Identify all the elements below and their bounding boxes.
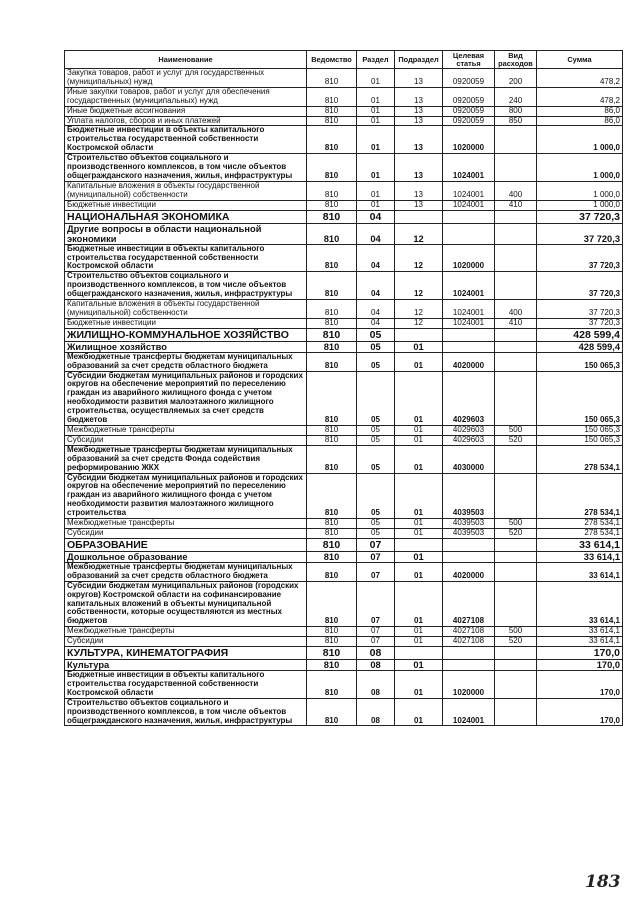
row-subsection: 13	[395, 154, 443, 182]
row-section: 07	[357, 562, 395, 581]
row-sum: 428 599,4	[537, 341, 623, 352]
row-sum: 33 614,1	[537, 637, 623, 647]
row-dept: 810	[307, 551, 357, 562]
row-subsection: 01	[395, 698, 443, 726]
row-sum: 37 720,3	[537, 272, 623, 300]
row-section: 01	[357, 126, 395, 154]
header-dept: Ведомство	[307, 51, 357, 69]
row-article: 0920059	[443, 116, 495, 126]
row-article: 0920059	[443, 87, 495, 106]
row-name: Субсидии бюджетам муниципальных районов и городских округов на обеспечение мероприятий по переселению граждан из аварийного жилищного фонда с учетом необходимости развития малоэтажного жилищного строительства	[65, 473, 307, 519]
table-row	[65, 581, 623, 627]
table-row	[65, 551, 623, 562]
row-exptype: 520	[495, 435, 537, 445]
row-exptype	[495, 154, 537, 182]
table-row	[65, 106, 623, 116]
row-section: 07	[357, 627, 395, 637]
row-article: 4027108	[443, 637, 495, 647]
row-subsection: 01	[395, 671, 443, 699]
row-exptype	[495, 445, 537, 473]
row-subsection: 13	[395, 181, 443, 200]
row-sum: 170,0	[537, 660, 623, 671]
table-row	[65, 519, 623, 529]
table-row	[65, 328, 623, 341]
row-section: 04	[357, 300, 395, 319]
row-article: 1020000	[443, 126, 495, 154]
table-row	[65, 371, 623, 425]
table-row	[65, 116, 623, 126]
row-dept: 810	[307, 519, 357, 529]
row-section: 08	[357, 660, 395, 671]
row-subsection: 01	[395, 371, 443, 425]
table-row	[65, 223, 623, 244]
row-name: Субсидии	[65, 637, 307, 647]
row-subsection	[395, 210, 443, 223]
row-subsection: 13	[395, 200, 443, 210]
row-sum: 278 534,1	[537, 528, 623, 538]
row-sum: 86,0	[537, 106, 623, 116]
row-section: 08	[357, 671, 395, 699]
row-exptype	[495, 352, 537, 371]
row-section: 01	[357, 200, 395, 210]
row-subsection: 12	[395, 223, 443, 244]
row-article: 4039503	[443, 519, 495, 529]
table-row	[65, 627, 623, 637]
row-name: Жилищное хозяйство	[65, 341, 307, 352]
row-name: Строительство объектов социального и производственного комплексов, в том числе объектов общегражданского назначения, жилья, инфраструктуры	[65, 272, 307, 300]
row-dept: 810	[307, 637, 357, 647]
row-article: 4039503	[443, 528, 495, 538]
table-row	[65, 200, 623, 210]
row-section: 01	[357, 116, 395, 126]
row-sum: 37 720,3	[537, 244, 623, 272]
row-dept: 810	[307, 538, 357, 551]
row-exptype	[495, 538, 537, 551]
row-section: 04	[357, 210, 395, 223]
row-article: 4029603	[443, 435, 495, 445]
row-dept: 810	[307, 528, 357, 538]
table-row	[65, 244, 623, 272]
row-exptype: 240	[495, 87, 537, 106]
row-article	[443, 328, 495, 341]
row-subsection: 12	[395, 318, 443, 328]
row-section: 05	[357, 473, 395, 519]
row-name: Межбюджетные трансферты	[65, 426, 307, 436]
row-dept: 810	[307, 328, 357, 341]
row-exptype	[495, 223, 537, 244]
row-exptype	[495, 272, 537, 300]
row-subsection: 01	[395, 341, 443, 352]
row-article: 4029603	[443, 426, 495, 436]
row-article: 4027108	[443, 627, 495, 637]
page-number: 183	[585, 872, 621, 892]
row-article	[443, 647, 495, 660]
table-row	[65, 272, 623, 300]
row-name: Бюджетные инвестиции в объекты капитального строительства государственной собственности Костромской области	[65, 126, 307, 154]
row-exptype: 400	[495, 181, 537, 200]
row-dept: 810	[307, 352, 357, 371]
row-dept: 810	[307, 300, 357, 319]
row-section: 04	[357, 272, 395, 300]
row-subsection: 01	[395, 581, 443, 627]
row-section: 01	[357, 69, 395, 88]
row-sum: 428 599,4	[537, 328, 623, 341]
row-section: 01	[357, 181, 395, 200]
row-sum: 1 000,0	[537, 200, 623, 210]
row-article: 0920059	[443, 69, 495, 88]
row-section: 07	[357, 551, 395, 562]
row-subsection: 01	[395, 519, 443, 529]
row-dept: 810	[307, 341, 357, 352]
row-section: 07	[357, 538, 395, 551]
row-sum: 150 065,3	[537, 352, 623, 371]
row-exptype	[495, 671, 537, 699]
table-row	[65, 647, 623, 660]
row-sum: 1 000,0	[537, 126, 623, 154]
row-section: 01	[357, 106, 395, 116]
row-exptype	[495, 210, 537, 223]
row-dept: 810	[307, 210, 357, 223]
row-section: 05	[357, 328, 395, 341]
row-section: 05	[357, 352, 395, 371]
row-name: Капитальные вложения в объекты государственной (муниципальной) собственности	[65, 181, 307, 200]
row-dept: 810	[307, 244, 357, 272]
row-article: 1020000	[443, 244, 495, 272]
row-article	[443, 210, 495, 223]
table-row	[65, 318, 623, 328]
row-subsection: 01	[395, 426, 443, 436]
table-row	[65, 300, 623, 319]
row-subsection: 13	[395, 116, 443, 126]
row-article	[443, 341, 495, 352]
table-row	[65, 210, 623, 223]
row-dept: 810	[307, 435, 357, 445]
table-row	[65, 435, 623, 445]
row-article: 1024001	[443, 200, 495, 210]
row-dept: 810	[307, 318, 357, 328]
row-name: Субсидии бюджетам муниципальных районов и городских округов на обеспечение мероприятий по переселению граждан из аварийного жилищного фонда с учетом необходимости развития малоэтажного жилищного строительства, осуществляемых за счет средств бюджетов	[65, 371, 307, 425]
row-subsection: 01	[395, 473, 443, 519]
row-name: Дошкольное образование	[65, 551, 307, 562]
row-article	[443, 551, 495, 562]
row-sum: 86,0	[537, 116, 623, 126]
row-section: 07	[357, 581, 395, 627]
row-subsection: 01	[395, 445, 443, 473]
table-row	[65, 562, 623, 581]
row-name: КУЛЬТУРА, КИНЕМАТОГРАФИЯ	[65, 647, 307, 660]
table-row	[65, 671, 623, 699]
row-article: 1020000	[443, 671, 495, 699]
row-exptype: 500	[495, 627, 537, 637]
row-name: ОБРАЗОВАНИЕ	[65, 538, 307, 551]
row-article: 1024001	[443, 698, 495, 726]
table-row	[65, 352, 623, 371]
row-section: 05	[357, 426, 395, 436]
row-section: 05	[357, 371, 395, 425]
row-dept: 810	[307, 473, 357, 519]
row-name: Капитальные вложения в объекты государственной (муниципальной) собственности	[65, 300, 307, 319]
row-dept: 810	[307, 126, 357, 154]
row-subsection: 01	[395, 528, 443, 538]
row-subsection	[395, 538, 443, 551]
row-name: Межбюджетные трансферты бюджетам муниципальных образований за счет средств областного бюджета	[65, 562, 307, 581]
row-dept: 810	[307, 647, 357, 660]
row-sum: 33 614,1	[537, 538, 623, 551]
row-subsection: 01	[395, 562, 443, 581]
row-dept: 810	[307, 154, 357, 182]
row-subsection: 13	[395, 87, 443, 106]
row-exptype: 410	[495, 200, 537, 210]
row-article: 4030000	[443, 445, 495, 473]
row-name: Закупка товаров, работ и услуг для государственных (муниципальных) нужд	[65, 69, 307, 88]
table-row	[65, 660, 623, 671]
row-article: 1024001	[443, 154, 495, 182]
header-section: Раздел	[357, 51, 395, 69]
row-name: Строительство объектов социального и производственного комплексов, в том числе объектов общегражданского назначения, жилья, инфраструктуры	[65, 698, 307, 726]
row-dept: 810	[307, 627, 357, 637]
row-name: Бюджетные инвестиции	[65, 200, 307, 210]
row-exptype	[495, 341, 537, 352]
row-article: 4020000	[443, 352, 495, 371]
row-dept: 810	[307, 272, 357, 300]
row-exptype: 520	[495, 528, 537, 538]
row-sum: 478,2	[537, 69, 623, 88]
row-sum: 37 720,3	[537, 318, 623, 328]
row-subsection: 01	[395, 352, 443, 371]
row-section: 05	[357, 341, 395, 352]
table-row	[65, 538, 623, 551]
table-row	[65, 637, 623, 647]
row-article: 4020000	[443, 562, 495, 581]
row-exptype: 200	[495, 69, 537, 88]
row-section: 08	[357, 647, 395, 660]
row-article: 1024001	[443, 272, 495, 300]
row-dept: 810	[307, 223, 357, 244]
row-exptype	[495, 551, 537, 562]
row-sum: 33 614,1	[537, 581, 623, 627]
table-row	[65, 698, 623, 726]
row-exptype	[495, 698, 537, 726]
row-section: 01	[357, 87, 395, 106]
row-article: 1024001	[443, 300, 495, 319]
row-exptype: 520	[495, 637, 537, 647]
row-name: Межбюджетные трансферты бюджетам муниципальных образований за счет средств областного бюджета	[65, 352, 307, 371]
table-row	[65, 473, 623, 519]
row-subsection: 12	[395, 244, 443, 272]
row-article: 0920059	[443, 106, 495, 116]
row-name: Бюджетные инвестиции в объекты капитального строительства государственной собственности Костромской области	[65, 671, 307, 699]
table-row	[65, 528, 623, 538]
row-dept: 810	[307, 106, 357, 116]
table-row	[65, 181, 623, 200]
row-sum: 278 534,1	[537, 445, 623, 473]
row-subsection	[395, 647, 443, 660]
row-dept: 810	[307, 200, 357, 210]
table-row	[65, 126, 623, 154]
row-name: Бюджетные инвестиции в объекты капитального строительства государственной собственности Костромской области	[65, 244, 307, 272]
row-name: ЖИЛИЩНО-КОММУНАЛЬНОЕ ХОЗЯЙСТВО	[65, 328, 307, 341]
row-name: НАЦИОНАЛЬНАЯ ЭКОНОМИКА	[65, 210, 307, 223]
row-section: 05	[357, 435, 395, 445]
row-section: 04	[357, 244, 395, 272]
row-sum: 1 000,0	[537, 181, 623, 200]
row-exptype	[495, 126, 537, 154]
row-subsection: 01	[395, 551, 443, 562]
row-dept: 810	[307, 69, 357, 88]
table-row	[65, 426, 623, 436]
row-name: Уплата налогов, сборов и иных платежей	[65, 116, 307, 126]
row-dept: 810	[307, 116, 357, 126]
table-header-row	[65, 51, 623, 69]
row-article: 4027108	[443, 581, 495, 627]
row-section: 01	[357, 154, 395, 182]
row-exptype	[495, 581, 537, 627]
row-dept: 810	[307, 698, 357, 726]
row-exptype	[495, 660, 537, 671]
row-sum: 37 720,3	[537, 223, 623, 244]
row-name: Строительство объектов социального и производственного комплексов, в том числе объектов общегражданского назначения, жилья, инфраструктуры	[65, 154, 307, 182]
row-exptype	[495, 244, 537, 272]
row-dept: 810	[307, 87, 357, 106]
table-row	[65, 154, 623, 182]
row-sum: 37 720,3	[537, 300, 623, 319]
row-exptype: 850	[495, 116, 537, 126]
budget-table	[64, 50, 623, 726]
row-exptype: 500	[495, 426, 537, 436]
row-sum: 1 000,0	[537, 154, 623, 182]
row-name: Иные закупки товаров, работ и услуг для обеспечения государственных (муниципальных) нужд	[65, 87, 307, 106]
row-subsection: 01	[395, 435, 443, 445]
row-section: 05	[357, 519, 395, 529]
row-exptype	[495, 647, 537, 660]
row-name: Субсидии бюджетам муниципальных районов (городских округов) Костромской области на софинансирование капитальных вложений в объекты муниципальной собственности, которые осуществляются из местных бюджетов	[65, 581, 307, 627]
row-dept: 810	[307, 371, 357, 425]
row-article: 1024001	[443, 181, 495, 200]
row-section: 05	[357, 528, 395, 538]
row-subsection: 12	[395, 272, 443, 300]
row-exptype: 800	[495, 106, 537, 116]
header-sum: Сумма	[537, 51, 623, 69]
header-article: Целевая статья	[443, 51, 495, 69]
row-name: Бюджетные инвестиции	[65, 318, 307, 328]
table-row	[65, 341, 623, 352]
row-exptype	[495, 328, 537, 341]
header-subsection: Подраздел	[395, 51, 443, 69]
row-sum: 170,0	[537, 698, 623, 726]
table-row	[65, 69, 623, 88]
row-article: 4039503	[443, 473, 495, 519]
row-name: Иные бюджетные ассигнования	[65, 106, 307, 116]
row-dept: 810	[307, 426, 357, 436]
row-section: 04	[357, 223, 395, 244]
row-section: 08	[357, 698, 395, 726]
row-article	[443, 223, 495, 244]
row-sum: 170,0	[537, 647, 623, 660]
row-sum: 278 534,1	[537, 473, 623, 519]
row-sum: 150 065,3	[537, 435, 623, 445]
row-article: 1024001	[443, 318, 495, 328]
table-row	[65, 87, 623, 106]
header-name: Наименование	[65, 51, 307, 69]
row-section: 04	[357, 318, 395, 328]
header-exptype: Вид расходов	[495, 51, 537, 69]
row-dept: 810	[307, 671, 357, 699]
row-subsection: 01	[395, 637, 443, 647]
row-name: Межбюджетные трансферты	[65, 519, 307, 529]
row-exptype: 400	[495, 300, 537, 319]
row-sum: 33 614,1	[537, 551, 623, 562]
row-article	[443, 538, 495, 551]
row-dept: 810	[307, 660, 357, 671]
row-sum: 150 065,3	[537, 426, 623, 436]
budget-table-page	[64, 50, 622, 726]
row-exptype: 410	[495, 318, 537, 328]
row-sum: 278 534,1	[537, 519, 623, 529]
row-section: 05	[357, 445, 395, 473]
row-sum: 33 614,1	[537, 627, 623, 637]
row-sum: 33 614,1	[537, 562, 623, 581]
row-sum: 150 065,3	[537, 371, 623, 425]
row-subsection: 13	[395, 69, 443, 88]
row-name: Межбюджетные трансферты бюджетам муниципальных образований за счет средств Фонда содействия реформированию ЖКХ	[65, 445, 307, 473]
row-exptype	[495, 473, 537, 519]
row-name: Субсидии	[65, 528, 307, 538]
row-subsection: 13	[395, 106, 443, 116]
row-exptype	[495, 562, 537, 581]
row-exptype	[495, 371, 537, 425]
table-row	[65, 445, 623, 473]
row-dept: 810	[307, 562, 357, 581]
row-exptype: 500	[495, 519, 537, 529]
row-subsection: 13	[395, 126, 443, 154]
row-subsection: 01	[395, 627, 443, 637]
row-section: 07	[357, 637, 395, 647]
row-dept: 810	[307, 581, 357, 627]
row-sum: 478,2	[537, 87, 623, 106]
row-sum: 170,0	[537, 671, 623, 699]
row-subsection: 12	[395, 300, 443, 319]
row-name: Субсидии	[65, 435, 307, 445]
row-name: Межбюджетные трансферты	[65, 627, 307, 637]
row-dept: 810	[307, 445, 357, 473]
row-subsection	[395, 328, 443, 341]
row-article: 4029603	[443, 371, 495, 425]
row-subsection: 01	[395, 660, 443, 671]
row-sum: 37 720,3	[537, 210, 623, 223]
row-name: Культура	[65, 660, 307, 671]
row-dept: 810	[307, 181, 357, 200]
row-name: Другие вопросы в области национальной экономики	[65, 223, 307, 244]
row-article	[443, 660, 495, 671]
